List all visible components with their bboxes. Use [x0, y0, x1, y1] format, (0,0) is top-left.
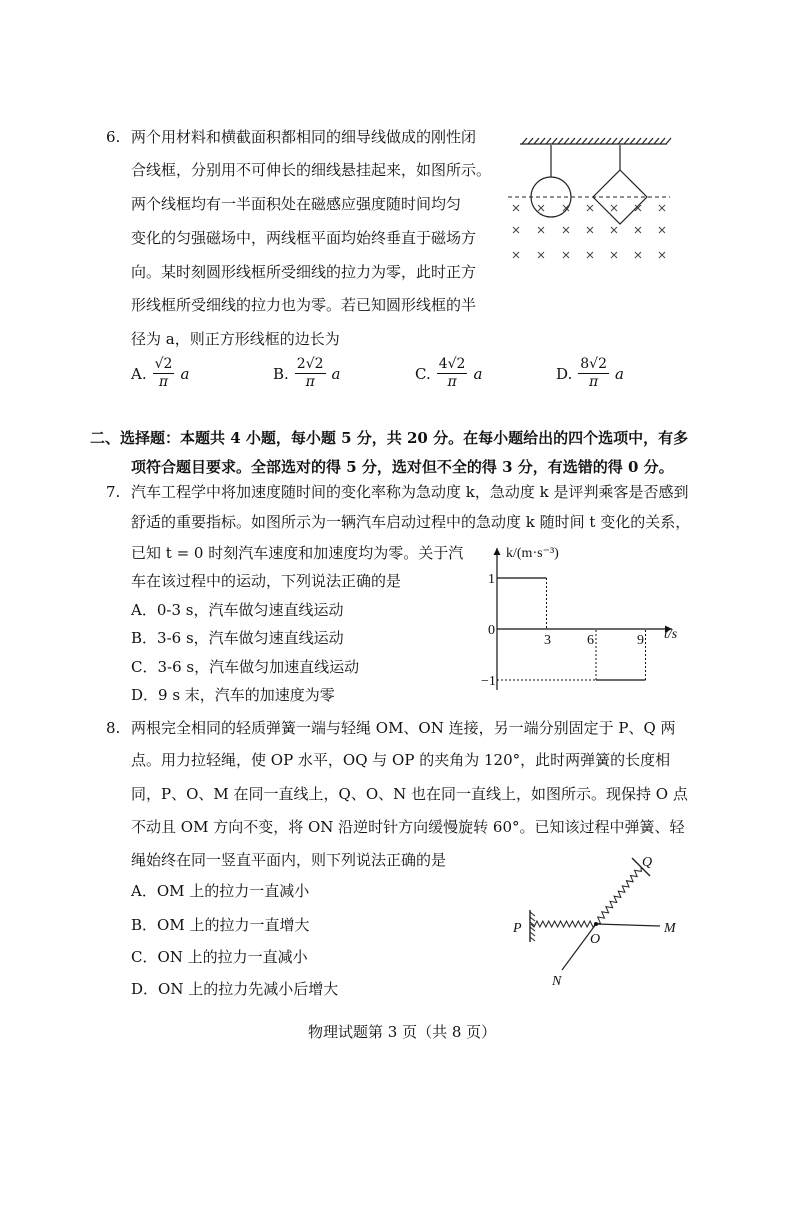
- variable: a: [180, 364, 190, 383]
- variable: a: [331, 364, 341, 383]
- denominator: π: [589, 374, 599, 390]
- label-p: P: [513, 921, 522, 936]
- q8-option-b[interactable]: B．OM 上的拉力一直增大: [131, 916, 310, 934]
- q8-option-a[interactable]: A．OM 上的拉力一直减小: [131, 882, 310, 900]
- variable: a: [473, 364, 483, 383]
- numerator: 4√2: [438, 356, 466, 372]
- q7-number: 7.: [106, 483, 121, 501]
- x-tick-label: 3: [544, 633, 551, 648]
- q8-line: 点。用力拉轻绳，使 OP 水平，OQ 与 OP 的夹角为 120°，此时两弹簧的长度相: [131, 751, 671, 769]
- q7-line: 汽车工程学中将加速度随时间的变化率称为急动度 k，急动度 k 是评判乘客是否感到: [131, 483, 689, 501]
- label-q: Q: [642, 855, 653, 870]
- q6-line: 向。某时刻圆形线框所受细线的拉力为零，此时正方: [131, 263, 477, 281]
- q8-number: 8.: [106, 719, 121, 737]
- x-axis-label: t/s: [664, 627, 678, 642]
- x-tick-label: 6: [587, 633, 594, 648]
- option-label: A.: [131, 364, 147, 383]
- label-m: M: [664, 921, 676, 936]
- q7-line: 已知 t = 0 时刻汽车速度和加速度均为零。关于汽: [131, 544, 464, 562]
- numerator: √2: [154, 356, 173, 372]
- q6-line: 径为 a，则正方形线框的边长为: [131, 330, 340, 348]
- label-o: O: [590, 932, 601, 947]
- section-header: 项符合题目要求。全部选对的得 5 分，选对但不全的得 3 分，有选错的得 0 分。: [131, 458, 674, 476]
- rope-om: [596, 924, 660, 926]
- q7-line: 舒适的重要指标。如图所示为一辆汽车启动过程中的急动度 k 随时间 t 变化的关系，: [131, 513, 691, 531]
- rope-on: [562, 924, 596, 970]
- q6-line: 合线框，分别用不可伸长的细线悬挂起来，如图所示。: [131, 161, 492, 179]
- q6-line: 变化的匀强磁场中，两线框平面均始终垂直于磁场方: [131, 229, 477, 247]
- spring-oq: [596, 867, 641, 924]
- q7-option-d[interactable]: D．9 s 末，汽车的加速度为零: [131, 686, 335, 704]
- x-tick-label: 9: [637, 633, 644, 648]
- option-label: B.: [273, 364, 289, 383]
- q8-option-c[interactable]: C．ON 上的拉力一直减小: [131, 948, 308, 966]
- q8-line: 两根完全相同的轻质弹簧一端与轻绳 OM、ON 连接，另一端分别固定于 P、Q 两: [131, 719, 676, 737]
- label-n: N: [552, 974, 562, 989]
- spring-op: [531, 921, 596, 927]
- q8-line: 同，P、O、M 在同一直线上，Q、O、N 也在同一直线上，如图所示。现保持 O 点: [131, 785, 688, 803]
- y-tick-label: 1: [488, 572, 495, 587]
- denominator: π: [305, 374, 315, 390]
- q6-line: 两个用材料和横截面积都相同的细导线做成的刚性闭: [131, 128, 477, 146]
- denominator: π: [158, 374, 169, 390]
- q7-option-c[interactable]: C．3-6 s，汽车做匀加速直线运动: [131, 658, 360, 676]
- y-tick-label: −1: [481, 674, 496, 689]
- q8-line: 绳始终在同一竖直平面内，则下列说法正确的是: [131, 851, 447, 869]
- option-label: C.: [415, 364, 431, 383]
- denominator: π: [447, 374, 457, 390]
- numerator: 8√2: [580, 356, 608, 372]
- q6-line: 形线框所受细线的拉力也为零。若已知圆形线框的半: [131, 296, 477, 314]
- y-tick-label: 0: [488, 623, 495, 638]
- y-axis-label: k/(m·s⁻³): [506, 546, 559, 561]
- page-footer: 物理试题第 3 页（共 8 页）: [308, 1023, 497, 1041]
- q6-number: 6.: [106, 128, 121, 146]
- q7-line: 车在该过程中的运动，下列说法正确的是: [131, 572, 402, 590]
- knot-o: [594, 922, 598, 926]
- variable: a: [615, 364, 624, 383]
- q6-line: 两个线框均有一半面积处在磁感应强度随时间均匀: [131, 195, 462, 213]
- q8-line: 不动且 OM 方向不变，将 ON 沿逆时针方向缓慢旋转 60°。已知该过程中弹簧、轻: [131, 818, 685, 836]
- section-header: 二、选择题：本题共 4 小题，每小题 5 分，共 20 分。在每小题给出的四个选项中，有多: [90, 429, 689, 447]
- q7-option-a[interactable]: A．0-3 s，汽车做匀速直线运动: [131, 601, 344, 619]
- q8-option-d[interactable]: D．ON 上的拉力先减小后增大: [131, 980, 339, 998]
- q7-option-b[interactable]: B．3-6 s，汽车做匀速直线运动: [131, 629, 344, 647]
- option-label: D.: [556, 364, 573, 383]
- numerator: 2√2: [296, 356, 324, 372]
